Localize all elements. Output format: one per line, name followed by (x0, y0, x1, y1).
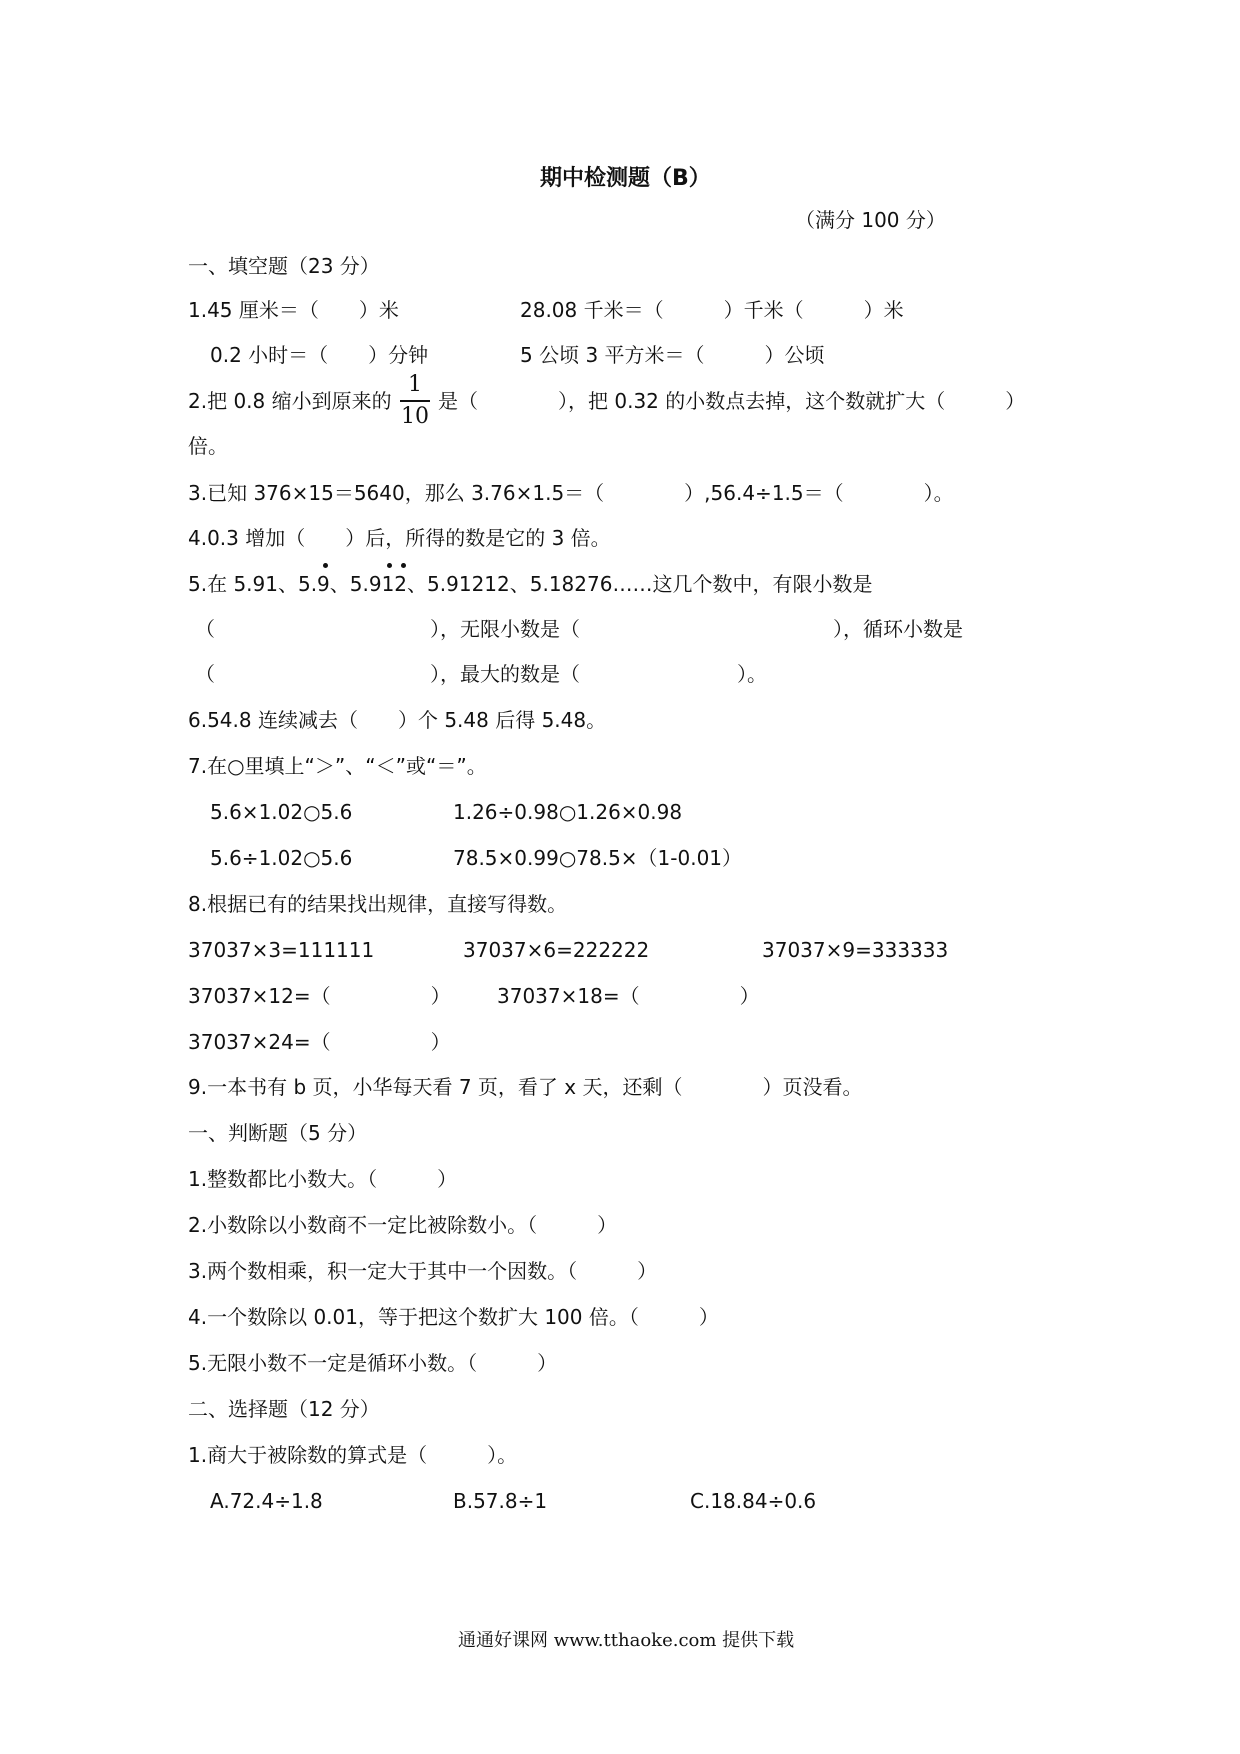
q7a-right: 1.26÷0.98○1.26×0.98 (453, 800, 683, 824)
q8-example-3: 37037×9=333333 (762, 938, 949, 962)
q6: 6.54.8 连续减去（ ）个 5.48 后得 5.48。 (188, 708, 607, 732)
q2-pre: 2.把 0.8 缩小到原来的 (188, 389, 392, 413)
choice-q1: 1.商大于被除数的算式是（ ）。 (188, 1443, 518, 1467)
q2-fraction-denominator: 10 (401, 404, 429, 429)
q7a-left: 5.6×1.02○5.6 (210, 800, 353, 824)
q1a-left: 1.45 厘米＝（ ）米 (188, 298, 399, 322)
q1b-right: 5 公顷 3 平方米＝（ ）公顷 (520, 343, 825, 367)
section-fill-heading: 一、填空题（23 分） (188, 254, 380, 278)
q7b-right: 78.5×0.99○78.5×（1-0.01） (453, 846, 743, 870)
judge-item: 3.两个数相乘，积一定大于其中一个因数。（ ） (188, 1259, 658, 1283)
q5-line3b: ），最大的数是（ (430, 662, 580, 686)
section-choice-heading: 二、选择题（12 分） (188, 1397, 380, 1421)
q5-line2a: （ (195, 617, 215, 641)
q2-fraction (400, 372, 430, 432)
choice-option-b: B.57.8÷1 (453, 1489, 548, 1513)
choice-option-c: C.18.84÷0.6 (690, 1489, 817, 1513)
judge-item: 1.整数都比小数大。（ ） (188, 1167, 458, 1191)
q5-line3a: （ (195, 662, 215, 686)
repeat-dot (323, 563, 328, 568)
q8-blank-2: 37037×18=（ ） (497, 984, 760, 1008)
q8-example-1: 37037×3=111111 (188, 938, 375, 962)
judge-item: 5.无限小数不一定是循环小数。（ ） (188, 1351, 558, 1375)
q7b-left: 5.6÷1.02○5.6 (210, 846, 353, 870)
full-score: （满分 100 分） (795, 208, 946, 232)
q5-line1: 5.在 5.91、5.9、5.912、5.91212、5.18276……这几个数中，有限小数是 (188, 572, 873, 596)
q8-example-2: 37037×6=222222 (463, 938, 650, 962)
choice-option-a: A.72.4÷1.8 (210, 1489, 323, 1513)
q8-blank-1: 37037×12=（ ） (188, 984, 451, 1008)
judge-item: 2.小数除以小数商不一定比被除数小。（ ） (188, 1213, 618, 1237)
q2-fraction-bar (400, 400, 430, 402)
q5-line2c: ），循环小数是 (833, 617, 963, 641)
footer-credit: 通通好课网 www.tthaoke.com 提供下载 (458, 1630, 795, 1651)
q1a-right: 28.08 千米＝（ ）千米（ ）米 (520, 298, 904, 322)
q8: 8.根据已有的结果找出规律，直接写得数。 (188, 892, 568, 916)
page-title: 期中检测题（B） (540, 166, 711, 191)
section-judge-heading: 一、判断题（5 分） (188, 1121, 368, 1145)
repeat-dot (401, 563, 406, 568)
q7: 7.在○里填上“＞”、“＜”或“＝”。 (188, 754, 487, 778)
q3: 3.已知 376×15＝5640，那么 3.76×1.5＝（ ）,56.4÷1.5＝（ ）。 (188, 481, 954, 505)
q5-line3c: ）。 (737, 662, 767, 686)
judge-item: 4.一个数除以 0.01，等于把这个数扩大 100 倍。（ ） (188, 1305, 719, 1329)
q2-fraction-numerator: 1 (408, 372, 422, 397)
q4: 4.0.3 增加（ ）后，所得的数是它的 3 倍。 (188, 526, 611, 550)
repeat-dot (387, 563, 392, 568)
q2-continuation: 倍。 (188, 434, 228, 458)
q8-blank-3: 37037×24=（ ） (188, 1030, 451, 1054)
q2-post: 是（ ），把 0.32 的小数点去掉，这个数就扩大（ ） (438, 389, 1026, 413)
q5-line2b: ），无限小数是（ (430, 617, 580, 641)
q1b-left: 0.2 小时＝（ ）分钟 (210, 343, 429, 367)
q9: 9.一本书有 b 页，小华每天看 7 页，看了 x 天，还剩（ ）页没看。 (188, 1075, 863, 1099)
